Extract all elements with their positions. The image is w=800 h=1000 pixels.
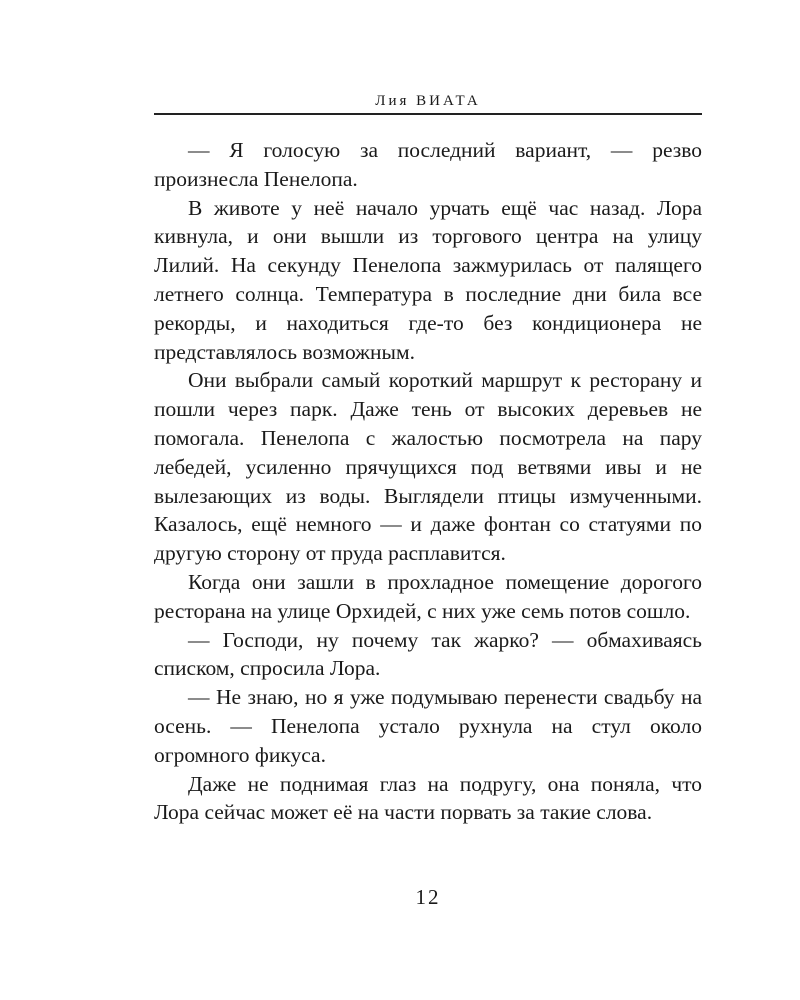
paragraph: — Господи, ну почему так жарко? — обмахиваясь списком, спросила Лора. xyxy=(154,627,702,681)
paragraph: Когда они зашли в прохладное помещение дорогого ресторана на улице Орхидей, с них уже семь потов сошло. xyxy=(154,569,702,623)
paragraph: — Я голосую за последний вариант, — резво произнесла Пенелопа. xyxy=(154,138,702,191)
book-page xyxy=(154,0,702,1000)
page-number: 12 xyxy=(415,885,441,909)
paragraph: Даже не поднимая глаз на подругу, она поняла, что Лора сейчас может её на части порвать за такие слова. xyxy=(154,771,702,825)
running-head-author-first: Лия xyxy=(375,93,410,109)
body-text xyxy=(154,136,702,827)
paragraph: Они выбрали самый короткий маршрут к ресторану и пошли через парк. Даже тень от высоких деревьев не помогала. Пенелопа с жалостью посмотрела на пару лебедей, усиленно прячущихся под ветвями ивы и не вылезающих из воды. Выглядели птицы измученными. Казалось, ещё немного — и даже фонтан со статуями по другую сторону от пруда расплавится. xyxy=(154,368,702,566)
paragraph: — Не знаю, но я уже подумываю перенести свадьбу на осень. — Пенелопа устало рухнула на стул около огромного фикуса. xyxy=(154,685,702,767)
running-head-author-last: ВИАТА xyxy=(416,93,481,109)
header-rule xyxy=(154,113,702,115)
paragraph: В животе у неё начало урчать ещё час назад. Лора кивнула, и они вышли из торгового центра на улицу Лилий. На секунду Пенелопа зажмурилась от палящего летнего солнца. Температура в последние дни била все рекорды, и находиться где-то без кондиционера не представлялось возможным. xyxy=(154,195,702,364)
running-head xyxy=(154,92,702,110)
